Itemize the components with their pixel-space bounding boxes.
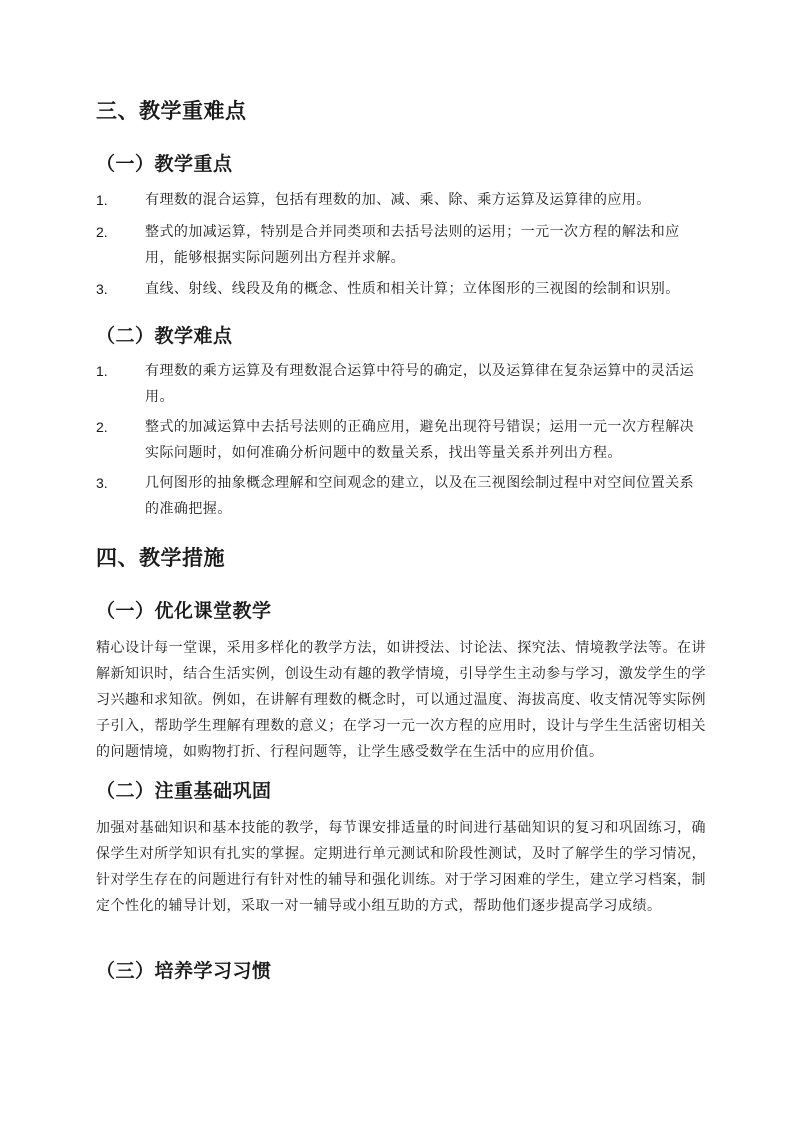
paragraph-optimize-teaching: 精心设计每一堂课，采用多样化的教学方法，如讲授法、讨论法、探究法、情境教学法等。在讲解新知识时，结合生活实例，创设生动有趣的教学情境，引导学生主动参与学习，激发学生的学习兴趣和求知欲。例如，在讲解有理数的概念时，可以通过温度、海拔高度、收支情况等实际例子引入，帮助学生理解有理数的意义；在学习一元一次方程的应用时，设计与学生生活密切相关的问题情境，如购物打折、行程问题等，让学生感受数学在生活中的应用价值。 (96, 640, 706, 760)
list-item-text: 有理数的混合运算，包括有理数的加、减、乘、除、乘方运算及运算律的应用。 (145, 192, 651, 208)
list-item-text: 直线、射线、线段及角的概念、性质和相关计算；立体图形的三视图的绘制和识别。 (145, 281, 680, 297)
section-heading-3: 三、教学重难点 (96, 99, 247, 123)
subsection-heading-basic-consolidation: （二）注重基础巩固 (96, 780, 272, 802)
list-item-number: 3. (96, 281, 108, 297)
subsection-heading-key-points: （一）教学重点 (96, 153, 233, 175)
subsection-heading-study-habits: （三）培养学习习惯 (96, 960, 272, 982)
section-heading-4: 四、教学措施 (96, 546, 225, 570)
list-item-text: 有理数的乘方运算及有理数混合运算中符号的确定，以及运算律在复杂运算中的灵活运用。 (145, 363, 695, 405)
list-item-text: 几何图形的抽象概念理解和空间观念的建立，以及在三视图绘制过程中对空间位置关系的准确把握。 (145, 475, 695, 517)
list-item-number: 1. (96, 363, 108, 379)
list-item-text: 整式的加减运算，特别是合并同类项和去括号法则的运用；一元一次方程的解法和应用，能够根据实际问题列出方程并求解。 (145, 224, 680, 266)
list-item-number: 2. (96, 419, 108, 435)
list-item-number: 2. (96, 224, 108, 240)
list-item-text: 整式的加减运算中去括号法则的正确应用，避免出现符号错误；运用一元一次方程解决实际问题时，如何准确分析问题中的数量关系，找出等量关系并列出方程。 (145, 419, 695, 461)
subsection-heading-optimize-teaching: （一）优化课堂教学 (96, 600, 272, 622)
paragraph-basic-consolidation: 加强对基础知识和基本技能的教学，每节课安排适量的时间进行基础知识的复习和巩固练习，确保学生对所学知识有扎实的掌握。定期进行单元测试和阶段性测试，及时了解学生的学习情况，针对学生存在的问题进行有针对性的辅导和强化训练。对于学习困难的学生，建立学习档案，制定个性化的辅导计划，采取一对一辅导或小组互助的方式，帮助他们逐步提高学习成绩。 (96, 820, 706, 914)
list-item-number: 1. (96, 192, 108, 208)
subsection-heading-difficult-points: （二）教学难点 (96, 325, 233, 347)
list-item-number: 3. (96, 475, 108, 491)
